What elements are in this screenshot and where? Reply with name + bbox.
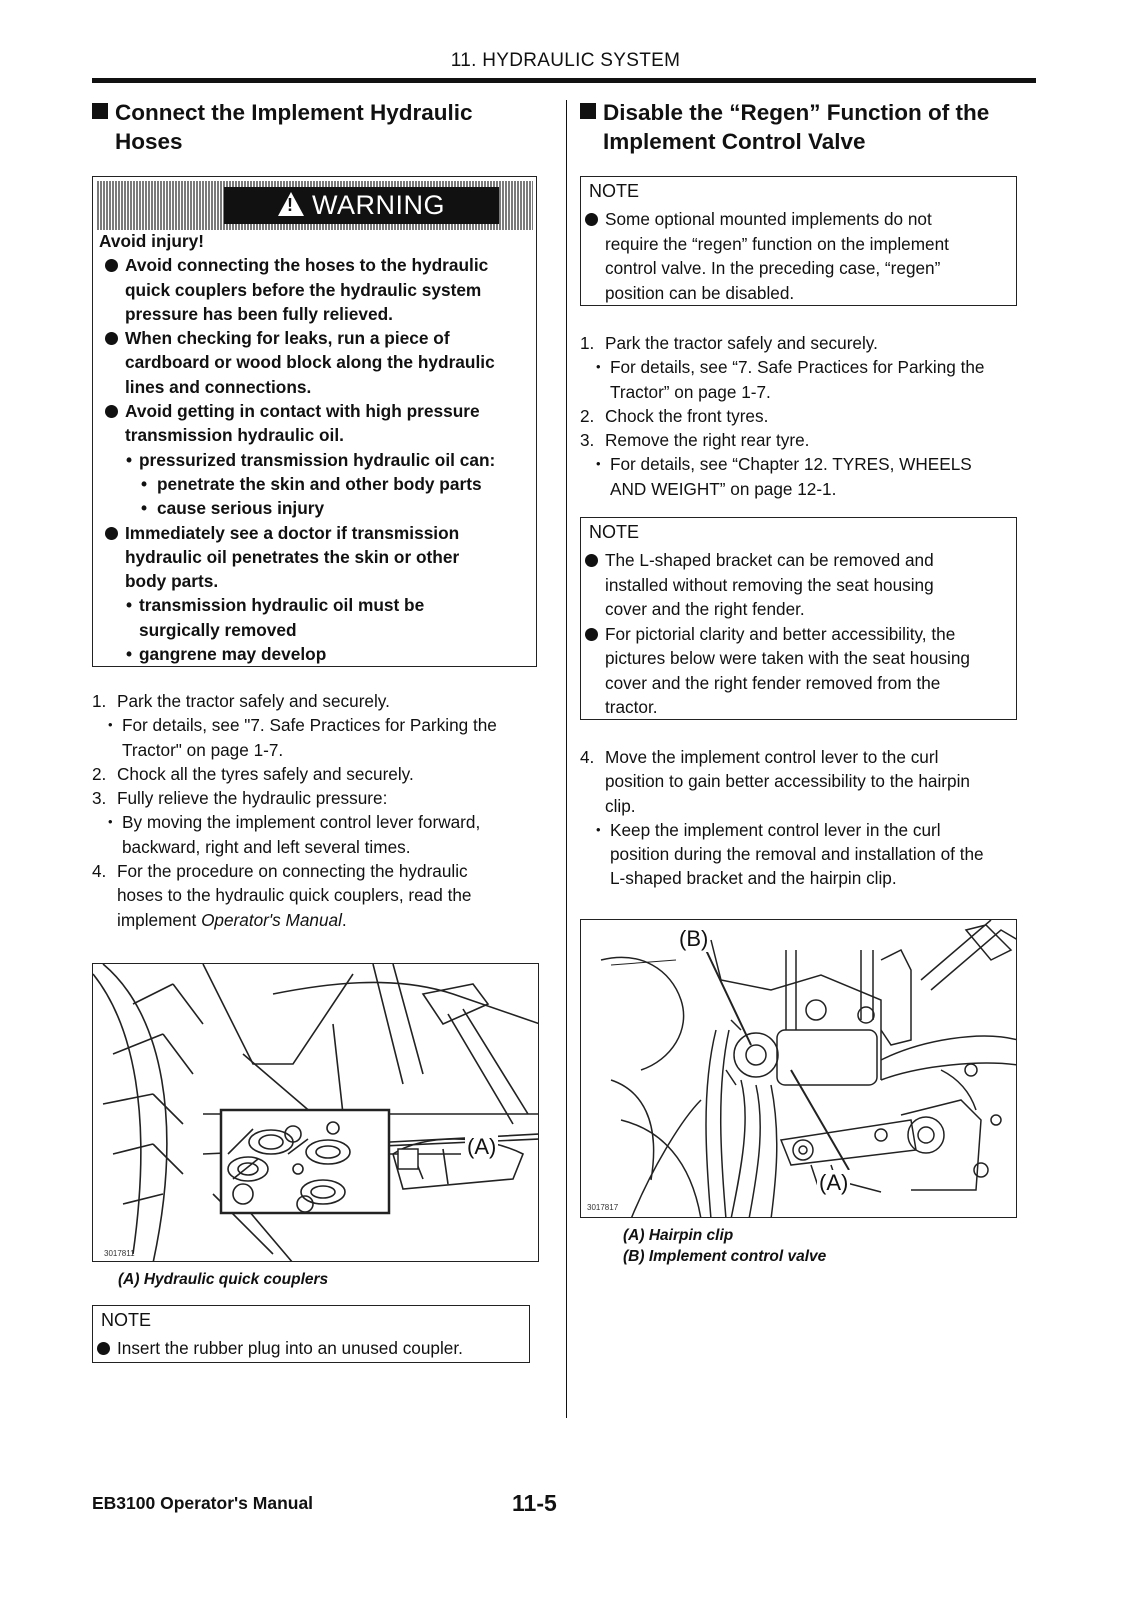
control-valve-illustration xyxy=(580,919,1017,1218)
warning-sub-bullet: • gangrene may develop xyxy=(99,642,533,666)
right-steps-b xyxy=(580,745,1025,891)
step-item: 4. For the procedure on connecting the hydraulic hoses to the hydraulic quick couplers, read the implement Operator's Manual. xyxy=(92,861,472,930)
note-heading: NOTE xyxy=(589,522,640,542)
figure-caption: (A) Hydraulic quick couplers xyxy=(118,1271,329,1288)
hydraulic-couplers-illustration xyxy=(92,963,539,1262)
right-steps-a xyxy=(580,331,1020,501)
left-steps xyxy=(92,689,542,932)
step-item: 3. Fully relieve the hydraulic pressure: xyxy=(92,788,388,809)
section-square-icon xyxy=(580,103,596,119)
right-section-title: Disable the “Regen” Function of the Implement Control Valve xyxy=(580,98,1020,156)
warning-sub-bullet: • pressurized transmission hydraulic oil can: xyxy=(99,448,533,472)
section-square-icon xyxy=(92,103,108,119)
running-header: 11. HYDRAULIC SYSTEM xyxy=(450,50,681,71)
figure-id: 3017811 xyxy=(104,1249,135,1258)
warning-sub-bullet: • transmission hydraulic oil must be surgically removed xyxy=(99,593,533,642)
step-detail: • For details, see “7. Safe Practices for Parking the Tractor” on page 1-7. xyxy=(580,355,1020,404)
warning-triangle-icon xyxy=(278,192,304,216)
callout-a: (A) xyxy=(467,1134,497,1159)
note-bullet: The L-shaped bracket can be removed and installed without removing the seat housing cover and the right fender. xyxy=(579,548,1016,622)
step-item: 1. Park the tractor safely and securely. xyxy=(580,333,878,353)
note-box xyxy=(580,517,1017,720)
warning-bullet: When checking for leaks, run a piece of cardboard or wood block along the hydraulic lines and connections. xyxy=(99,326,533,399)
warning-bullet: Avoid getting in contact with high pressure transmission hydraulic oil. xyxy=(99,399,533,448)
warning-banner: !WARNING xyxy=(96,181,533,230)
warning-bullet: Immediately see a doctor if transmission hydraulic oil penetrates the skin or other body parts. xyxy=(99,521,533,594)
warning-bullet: Avoid connecting the hoses to the hydraulic quick couplers before the hydraulic system pressure has been fully relieved. xyxy=(99,253,533,326)
step-item: 2. Chock the front tyres. xyxy=(580,405,769,426)
warning-sub-bullet: • penetrate the skin and other body parts xyxy=(99,472,533,496)
callout-a: (A) xyxy=(819,1170,849,1195)
step-item: 3. Remove the right rear tyre. xyxy=(580,430,810,451)
step-detail: • By moving the implement control lever forward, backward, right and left several times. xyxy=(92,810,542,859)
note-heading: NOTE xyxy=(589,181,640,201)
note-bullet: Some optional mounted implements do not require the “regen” function on the implement control valve. In the preceding case, “regen” position can be disabled. xyxy=(579,207,1016,305)
couplers-drawing xyxy=(93,964,539,1262)
figure-caption: (A) Hairpin clip (B) Implement control valve xyxy=(623,1227,827,1265)
page-number: 11-5 xyxy=(512,1490,557,1516)
callout-b: (B) xyxy=(679,926,709,951)
step-item: 1. Park the tractor safely and securely. xyxy=(92,691,390,711)
note-bullet: Insert the rubber plug into an unused coupler. xyxy=(91,1336,529,1361)
step-detail: • For details, see "7. Safe Practices for Parking the Tractor" on page 1-7. xyxy=(92,713,542,762)
note-box xyxy=(580,176,1017,306)
left-section-title: Connect the Implement Hydraulic Hoses xyxy=(92,98,552,156)
note-heading: NOTE xyxy=(101,1310,152,1330)
column-divider xyxy=(566,100,567,1418)
step-item: 2. Chock all the tyres safely and securely. xyxy=(92,763,414,784)
step-item: 4. Move the implement control lever to the curl position to gain better accessibility to the hairpin clip. xyxy=(580,747,970,816)
warning-text: Avoid injury! Avoid connecting the hoses to the hydraulic quick couplers before the hydraulic system pressure has been fully relieved. When checking for leaks, run a piece of cardboard or wood block along the hydraulic lines and connections. Avoid getting in contact with high pressure transmission hydraulic oil. • pressurized transmission hydraulic oil can: • penetrate the skin and other body parts • cause serious injury Immediately see a doctor if transmission hydraulic oil penetrates the skin or other body parts. • transmission hydraulic oil must be surgically removed • gangrene may develop xyxy=(99,229,533,666)
step-detail: • For details, see “Chapter 12. TYRES, WHEELS AND WEIGHT” on page 12-1. xyxy=(580,452,1020,501)
figure-id: 3017817 xyxy=(587,1203,619,1212)
footer-manual-name: EB3100 Operator's Manual xyxy=(92,1493,314,1513)
note-box xyxy=(92,1305,530,1363)
header-rule xyxy=(92,78,1036,83)
valve-drawing xyxy=(581,920,1017,1218)
warning-sub-bullet: • cause serious injury xyxy=(99,496,533,520)
step-detail: • Keep the implement control lever in the curl position during the removal and installation of the L-shaped bracket and the hairpin clip. xyxy=(580,818,1025,891)
note-bullet: For pictorial clarity and better accessibility, the pictures below were taken with the seat housing cover and the right fender removed from the tractor. xyxy=(579,622,1016,720)
